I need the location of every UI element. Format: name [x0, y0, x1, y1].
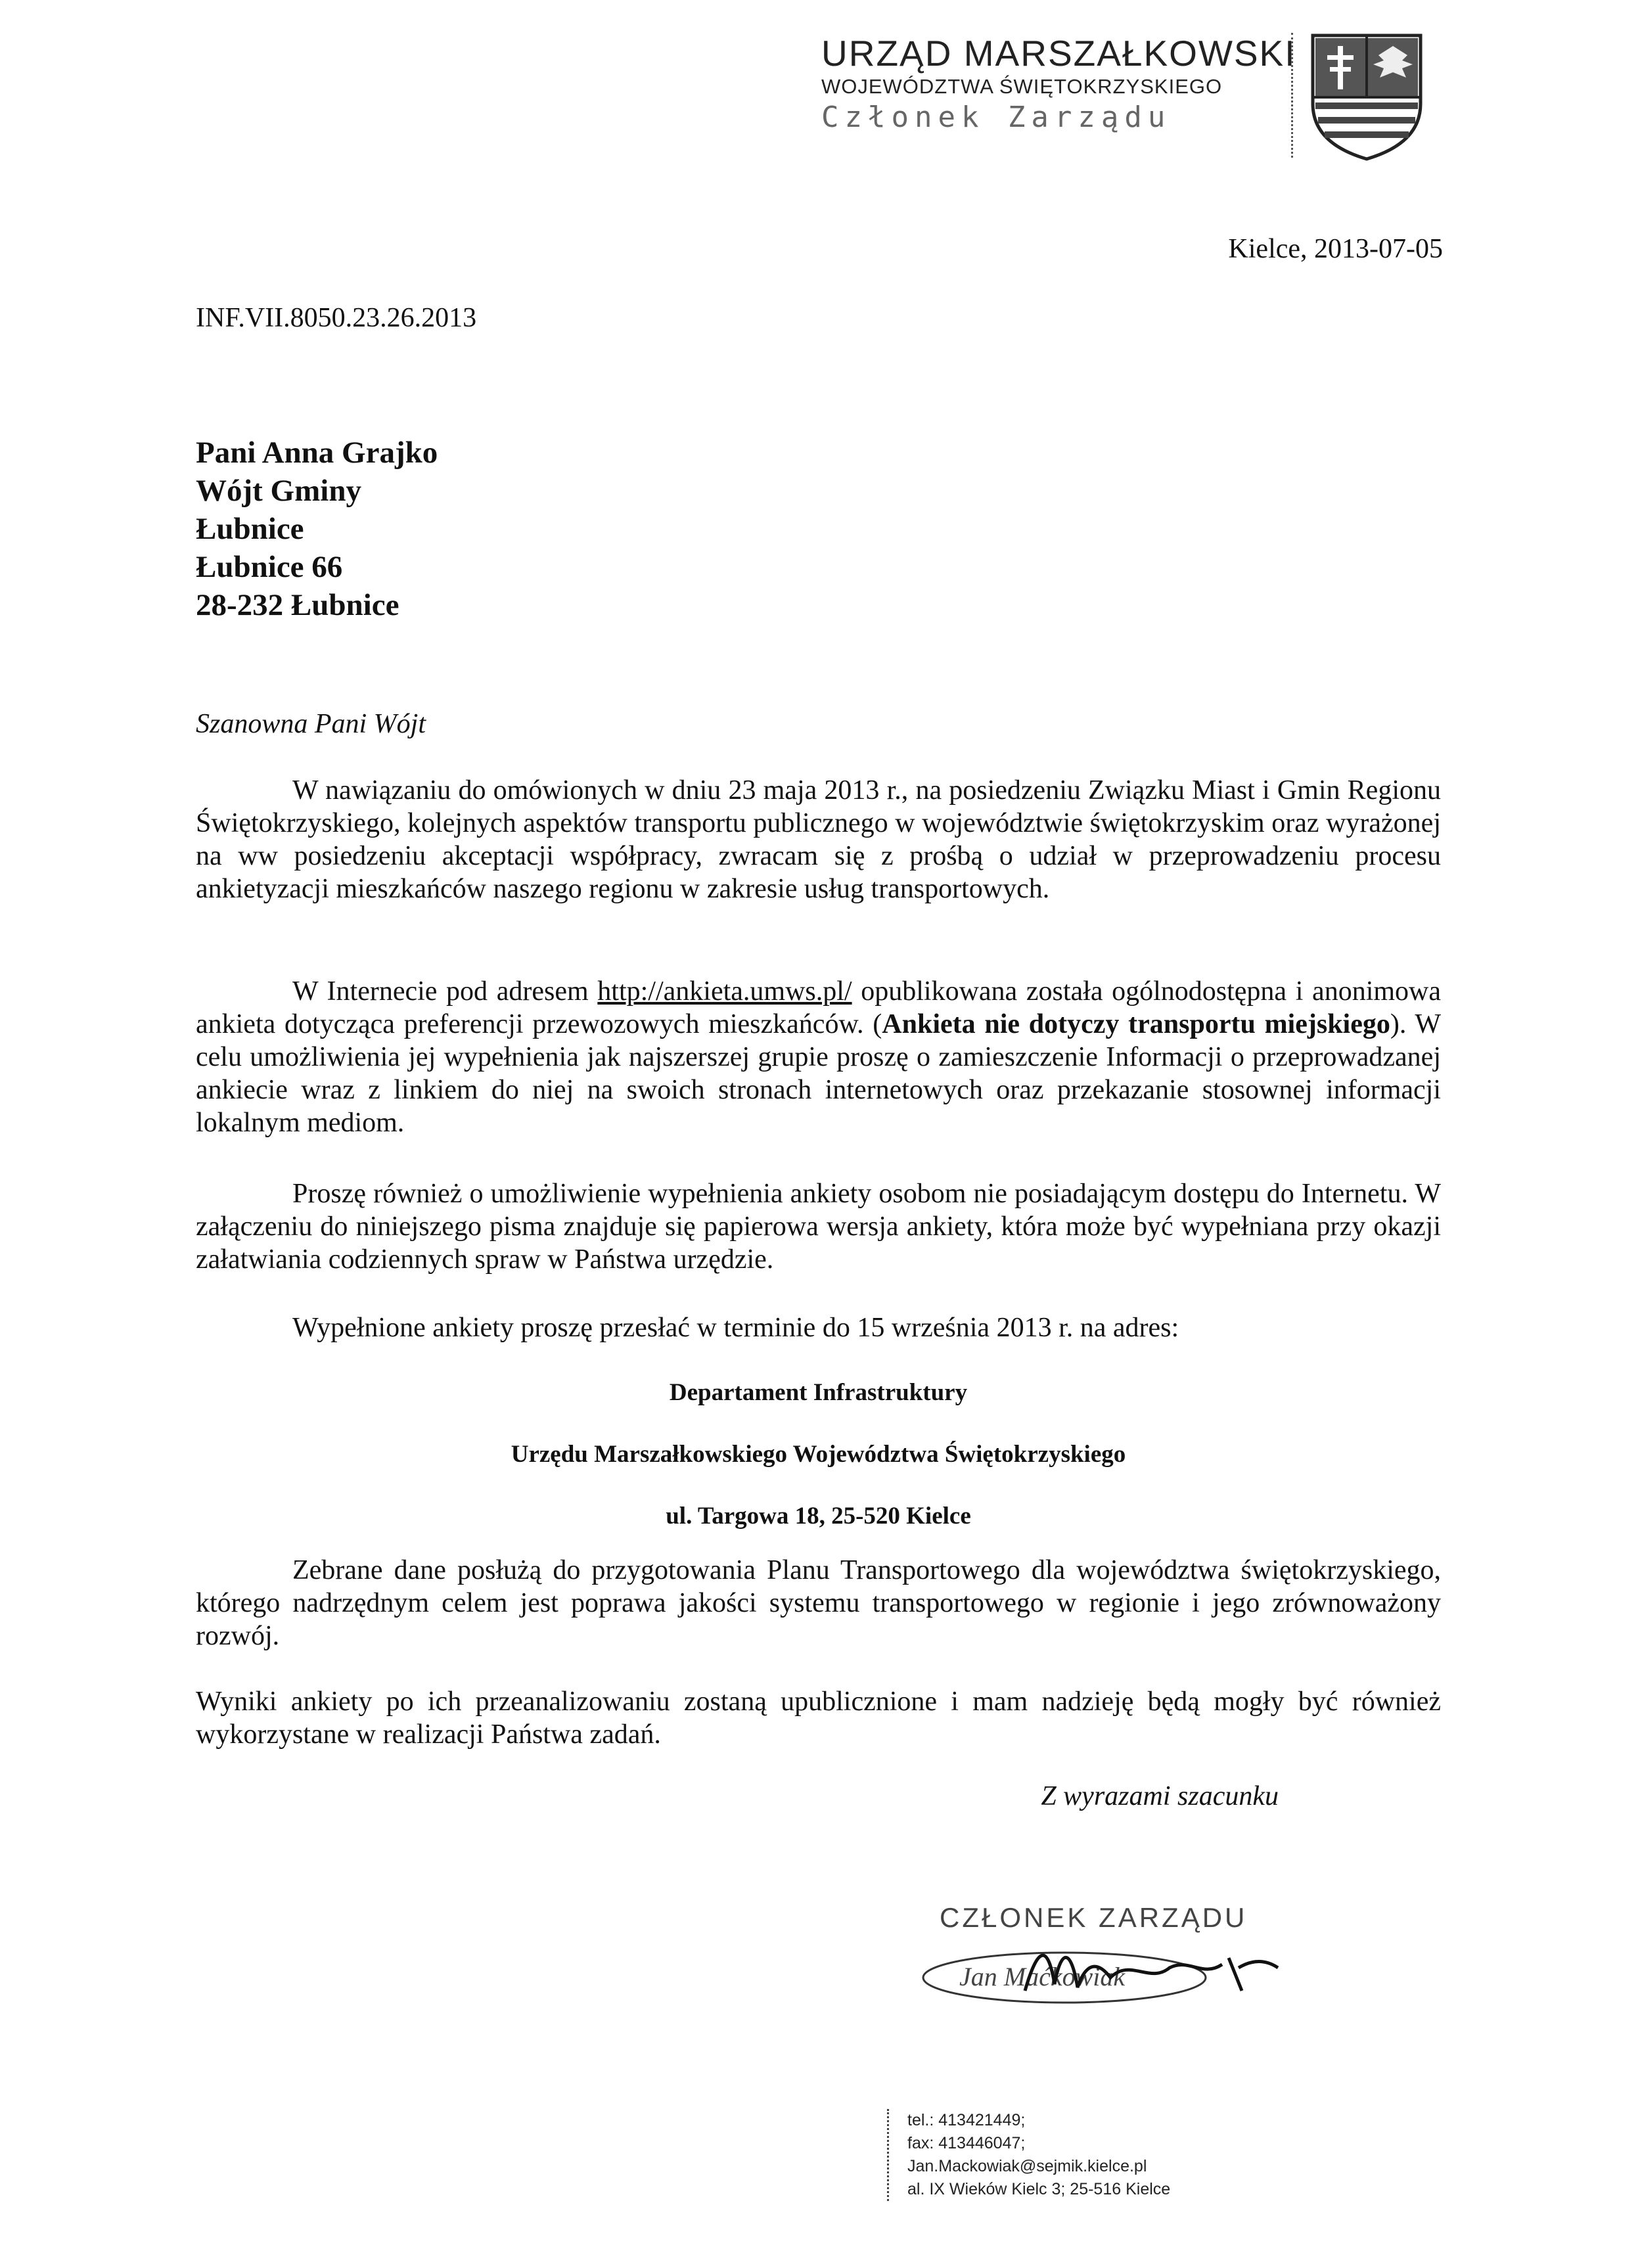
recipient-address	[196, 434, 438, 624]
org-name: URZĄD MARSZAŁKOWSKI	[821, 33, 1296, 74]
paragraph-text: Zebrane dane posłużą do przygotowania Planu Transportowego dla województwa świętokrzyskiego, którego nadrzędnym celem jest poprawa jakości systemu transportowego w regionie i jego zrównoważony rozwój.	[196, 1555, 1441, 1651]
paragraph-4	[196, 1311, 1441, 1344]
paragraph-6	[196, 1685, 1441, 1751]
recipient-line: Pani Anna Grajko	[196, 436, 438, 470]
recipient-line: Łubnice	[196, 512, 304, 546]
address-street: ul. Targowa 18, 25-520 Kielce	[666, 1503, 971, 1530]
org-position: Członek Zarządu	[821, 101, 1172, 134]
recipient-line: 28-232 Łubnice	[196, 588, 399, 622]
salutation: Szanowna Pani Wójt	[196, 709, 426, 739]
handwritten-signature	[913, 1938, 1281, 2017]
recipient-line: Łubnice 66	[196, 550, 343, 584]
org-region: WOJEWÓDZTWA ŚWIĘTOKRZYSKIEGO	[821, 75, 1223, 98]
address-department: Departament Infrastruktury	[669, 1379, 968, 1406]
paragraph-text: W Internecie pod adresem	[292, 976, 589, 1007]
paragraph-1	[196, 774, 1441, 905]
paragraph-text: Proszę również o umożliwienie wypełnienia ankiety osobom nie posiadającym dostępu do Internetu. W załączeniu do niniejszego pisma znajduje się papierowa wersja ankiety, która może być wypełniana przy okazji załatwiania codziennych spraw w Państwa urzędzie.	[196, 1179, 1441, 1275]
paragraph-text: Wyniki ankiety po ich przeanalizowaniu zostaną upublicznione i mam nadzieję będą mogły być również wykorzystane w realizacji Państwa zadań.	[196, 1687, 1441, 1750]
paragraph-text: Wypełnione ankiety proszę przesłać w terminie do 15 września 2013 r. na adres:	[292, 1313, 1179, 1343]
paragraph-5	[196, 1554, 1441, 1652]
contact-footer	[887, 2109, 1170, 2201]
footer-phone: tel.: 413421449;	[907, 2111, 1026, 2129]
signature-title: CZŁONEK ZARZĄDU	[940, 1902, 1248, 1933]
place-and-date: Kielce, 2013-07-05	[1228, 234, 1443, 264]
header-divider	[1291, 33, 1293, 158]
closing-phrase: Z wyrazami szacunku	[1041, 1781, 1279, 1811]
paragraph-bold-text: Ankieta nie dotyczy transportu miejskiego	[882, 1009, 1390, 1039]
svg-text:Jan Maćkowiak: Jan Maćkowiak	[959, 1962, 1126, 1991]
paragraph-text: W nawiązaniu do omówionych w dniu 23 maja 2013 r., na posiedzeniu Związku Miast i Gmin Regionu Świętokrzyskiego, kolejnych aspektów transportu publicznego w województwie świętokrzyskim oraz wyrażonej na ww posiedzeniu akceptacji współpracy, zwracam się z prośbą o udział w przeprowadzeniu procesu ankietyzacji mieszkańców naszego regionu w zakresie usług transportowych.	[196, 775, 1441, 904]
letterhead	[821, 33, 1296, 135]
paragraph-text: ). W celu umożliwienia jej wypełnienia jak najszerszej grupie proszę o zamieszczenie Informacji o przeprowadzanej ankiecie wraz z linkiem do niej na swoich stronach internetowych oraz przekazanie stosownej informacji lokalnym mediom.	[196, 1009, 1441, 1138]
paragraph-2	[196, 975, 1441, 1139]
footer-address: al. IX Wieków Kielc 3; 25-516 Kielce	[907, 2180, 1171, 2198]
address-office: Urzędu Marszałkowskiego Województwa Świętokrzyskiego	[511, 1441, 1126, 1468]
survey-link[interactable]: http://ankieta.umws.pl/	[597, 976, 852, 1007]
footer-fax: fax: 413446047;	[907, 2134, 1026, 2152]
reference-number: INF.VII.8050.23.26.2013	[196, 303, 477, 333]
coat-of-arms-icon	[1308, 32, 1426, 163]
footer-email[interactable]: Jan.Mackowiak@sejmik.kielce.pl	[907, 2157, 1147, 2175]
paragraph-text: opublikowana została ogólnodostępna i anonimowa ankieta dotycząca preferencji przewozowych mieszkańców. (	[196, 976, 1442, 1039]
recipient-line: Wójt Gminy	[196, 474, 361, 508]
paragraph-3	[196, 1177, 1441, 1276]
